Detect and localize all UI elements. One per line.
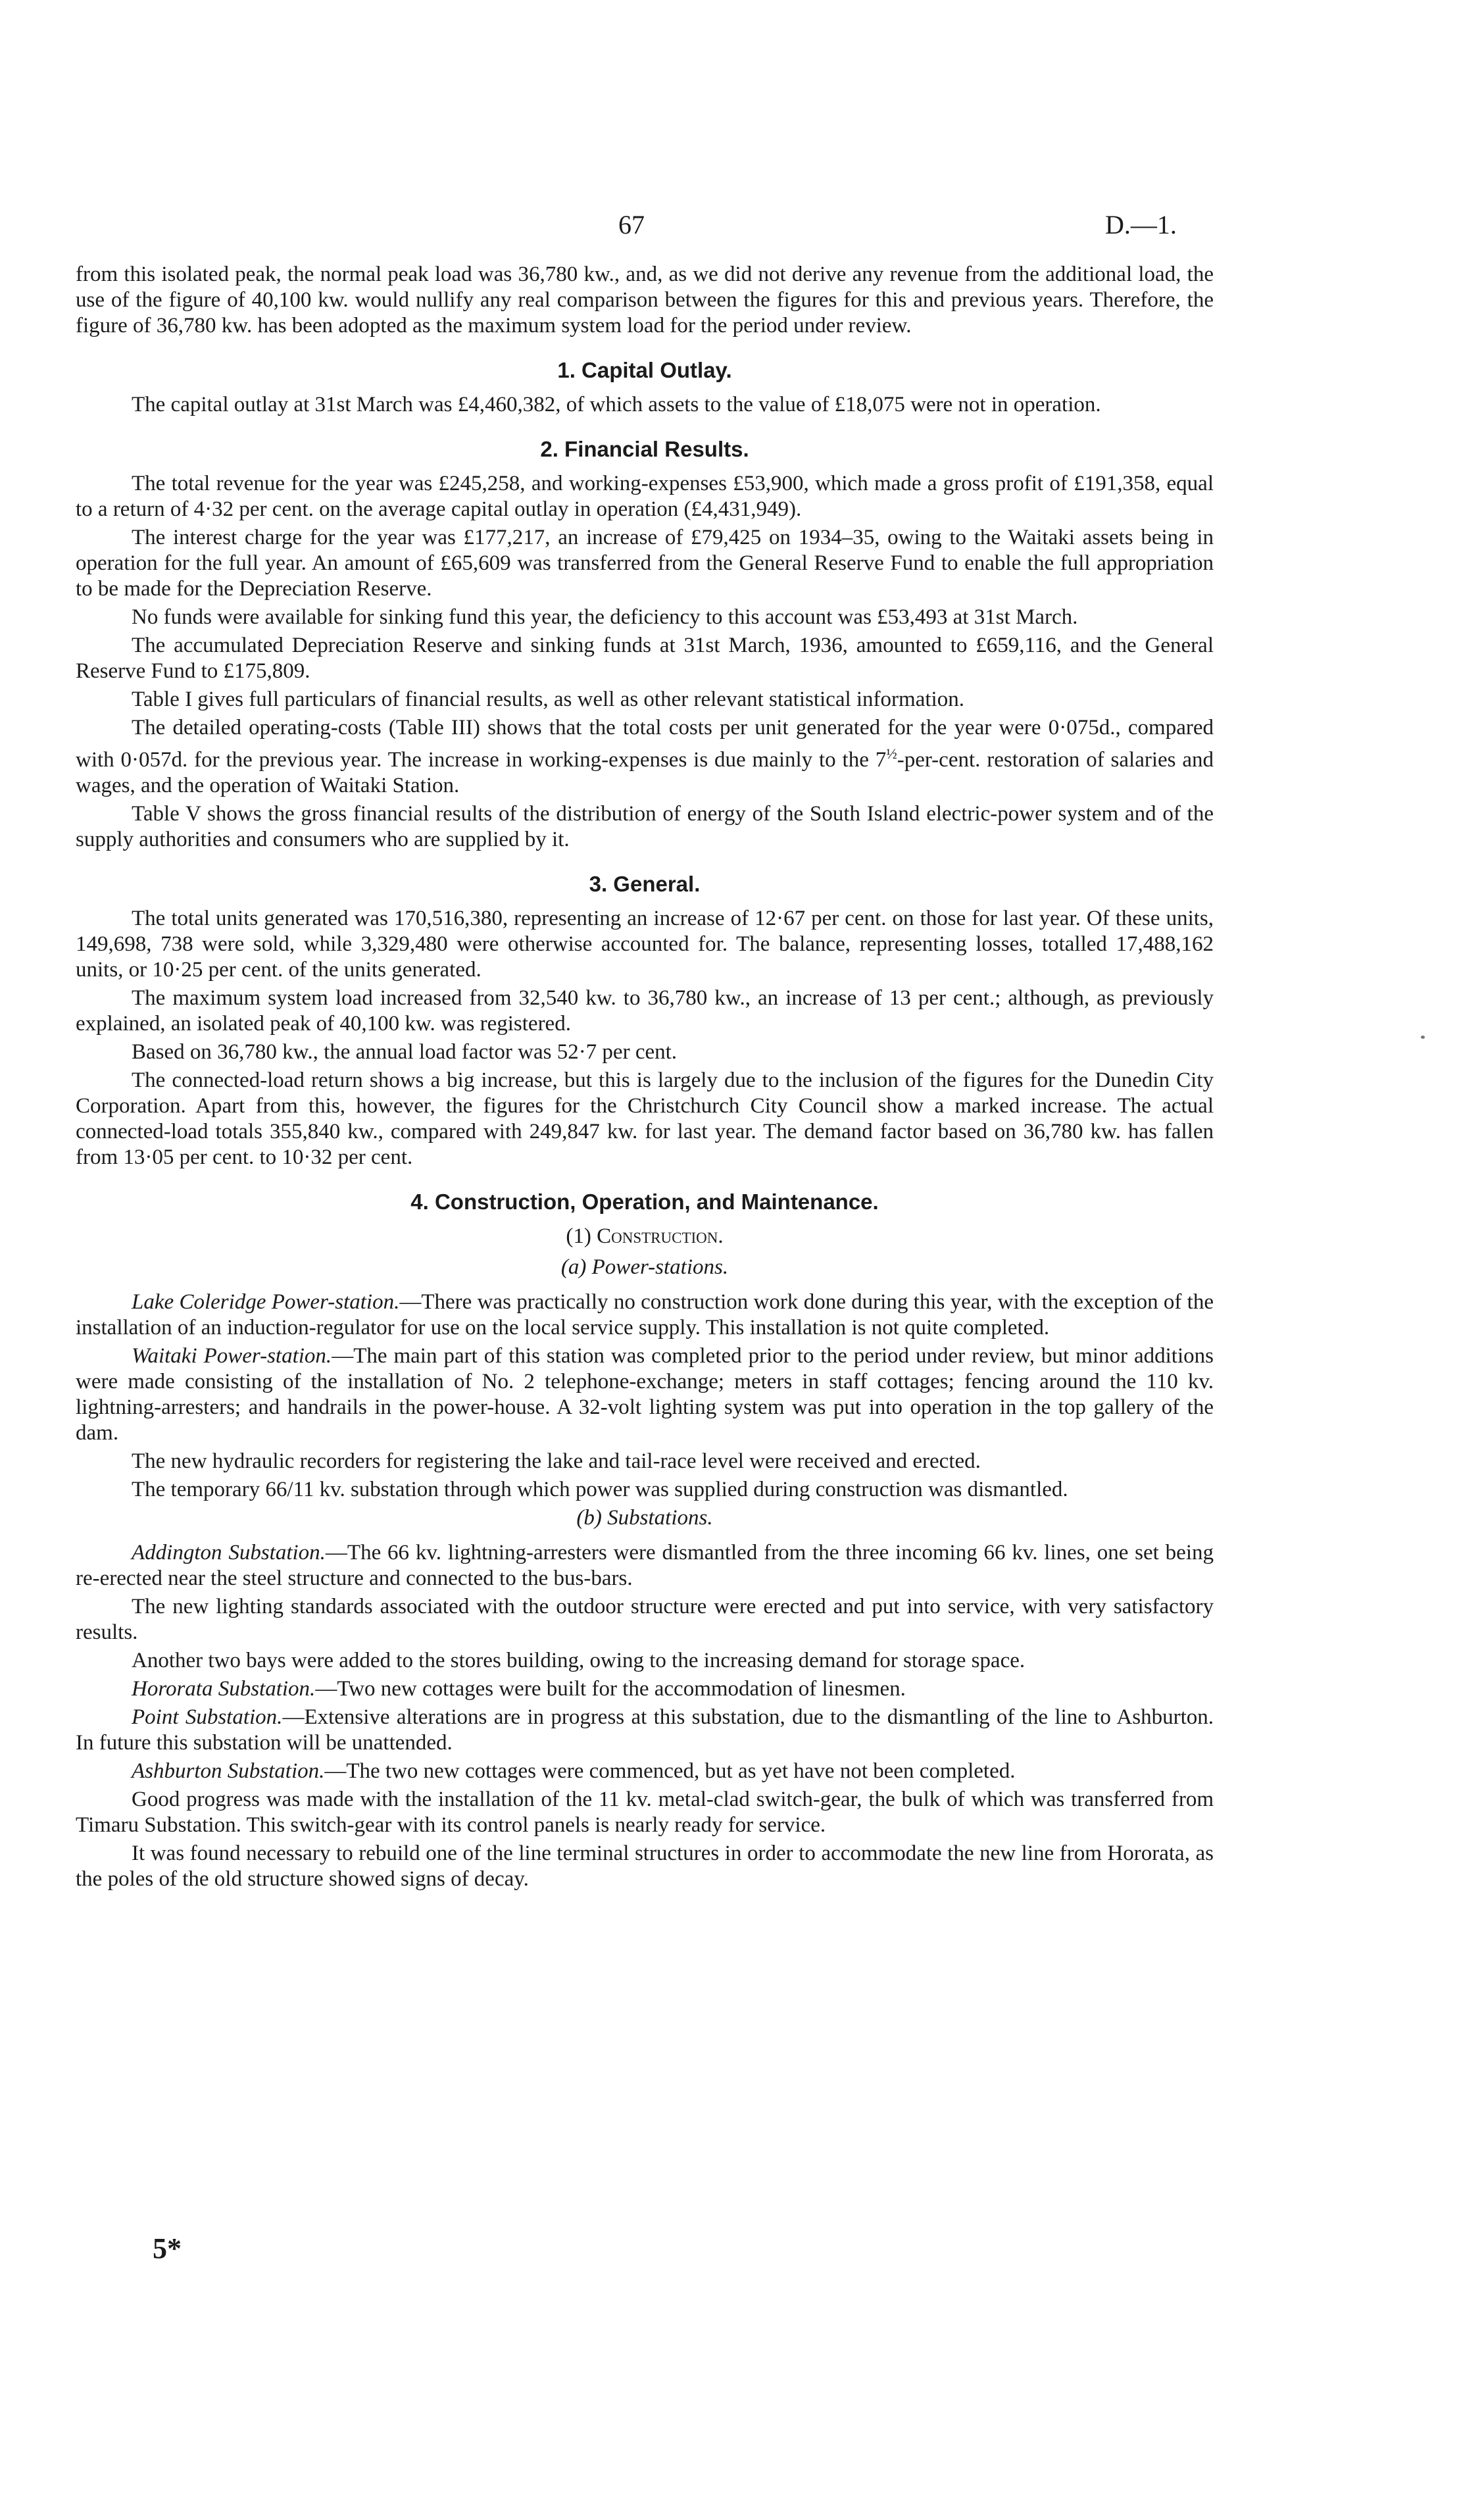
- subsection-heading-power-stations: (a) Power-stations.: [560, 1255, 729, 1279]
- paragraph: Another two bays were added to the stores building, owing to the increasing demand for storage space.: [132, 1649, 1026, 1672]
- text-run: —The main part of this station was completed prior to the period under review, but minor additions were made consisting of the installation of No. 2 telephone-exchange; meters in staff cottages; fencing around the 110 kv. lightning-arresters; and handrails in the power-house. A 32-volt lighting system was put into operation in the top gallery of the dam.: [76, 1344, 1214, 1445]
- paragraph-point: [76, 1705, 1214, 1756]
- paragraph: The temporary 66/11 kv. substation through which power was supplied during construction was dismantled.: [132, 1478, 1068, 1501]
- paragraph: The capital outlay at 31st March was £4,460,382, of which assets to the value of £18,075 were not in operation.: [132, 393, 1101, 416]
- page-number: 67: [618, 210, 645, 239]
- paragraph: The new hydraulic recorders for registering the lake and tail-race level were received and erected.: [132, 1449, 981, 1473]
- paragraph: Good progress was made with the installation of the 11 kv. metal-clad switch-gear, the bulk of which was transferred from Timaru Substation. This switch-gear with its control panels is nearly ready for service.: [76, 1788, 1214, 1837]
- paragraph: Based on 36,780 kw., the annual load factor was 52·7 per cent.: [132, 1040, 678, 1064]
- section-heading-financial-results: 2. Financial Results.: [540, 437, 749, 461]
- paragraph-addington: [76, 1540, 1214, 1591]
- paragraph: The total units generated was 170,516,380, representing an increase of 12·67 per cent. on those for last year. Of these units, 149,698, 738 were sold, while 3,329,480 were otherwise accounted for. The balance, representing losses, totalled 17,488,162 units, or 10·25 per cent. of the units generated.: [76, 907, 1214, 982]
- paragraph: Table V shows the gross financial results of the distribution of energy of the South Island electric-power system and of the supply authorities and consumers who are supplied by it.: [76, 802, 1214, 851]
- intro-paragraph: from this isolated peak, the normal peak load was 36,780 kw., and, as we did not derive any revenue from the additional load, the use of the figure of 40,100 kw. would nullify any real comparison between the figures for this and previous years. Therefore, the figure of 36,780 kw. has been adopted as the maximum system load for the period under review.: [76, 263, 1214, 338]
- subsection-heading-substations: (b) Substations.: [576, 1506, 713, 1530]
- paragraph-operating-costs: [76, 715, 1214, 799]
- text-run: —Two new cottages were built for the accommodation of linesmen.: [315, 1677, 906, 1701]
- run-in-title: Waitaki Power-station.: [132, 1344, 332, 1368]
- paragraph-ashburton: [76, 1759, 1214, 1784]
- text-run: The detailed operating-costs (Table III) shows that the total costs per unit generated for the year were 0·075d., compared with 0·057d. for the previous year. The increase in working-expenses is due mainly to the 7: [76, 716, 1214, 772]
- paragraph-lake-coleridge: [76, 1290, 1214, 1341]
- text-run: —The two new cottages were commenced, but as yet have not been completed.: [324, 1759, 1016, 1783]
- paragraph: No funds were available for sinking fund this year, the deficiency to this account was £53,493 at 31st March.: [132, 605, 1078, 629]
- section-heading-construction: 4. Construction, Operation, and Maintenance.: [410, 1190, 879, 1214]
- paragraph: Table I gives full particulars of financial results, as well as other relevant statistical information.: [132, 688, 964, 711]
- signature-mark: 5*: [153, 2232, 182, 2265]
- section-heading-general: 3. General.: [589, 872, 701, 896]
- text-run: —There was practically no construction work done during this year, with the exception of the installation of an induction-regulator for use on the local service supply. This installation is not quite completed.: [76, 1290, 1214, 1340]
- paragraph: The maximum system load increased from 32,540 kw. to 36,780 kw., an increase of 13 per cent.; although, as previously explained, an isolated peak of 40,100 kw. was registered.: [76, 986, 1214, 1036]
- paragraph: It was found necessary to rebuild one of the line terminal structures in order to accommodate the new line from Hororata, as the poles of the old structure showed signs of decay.: [76, 1842, 1214, 1891]
- run-in-title: Lake Coleridge Power-station.: [132, 1290, 400, 1314]
- paragraph: The interest charge for the year was £177,217, an increase of £79,425 on 1934–35, owing to the Waitaki assets being in operation for the full year. An amount of £65,609 was transferred from the General Reserve Fund to enable the full appropriation to be made for the Depreciation Reserve.: [76, 526, 1214, 601]
- text-run: —The 66 kv. lightning-arresters were dismantled from the three incoming 66 kv. lines, one set being re-erected near the steel structure and connected to the bus-bars.: [76, 1541, 1214, 1590]
- run-in-title: Point Substation.: [132, 1705, 283, 1729]
- section-heading-capital-outlay: 1. Capital Outlay.: [557, 358, 732, 382]
- paragraph: The new lighting standards associated with the outdoor structure were erected and put into service, with very satisfactory results.: [76, 1595, 1214, 1644]
- paragraph: The connected-load return shows a big increase, but this is largely due to the inclusion of the figures for the Dunedin City Corporation. Apart from this, however, the figures for the Christchurch City Council show a marked increase. The actual connected-load totals 355,840 kw., compared with 249,847 kw. for last year. The demand factor based on 36,780 kw. has fallen from 13·05 per cent. to 10·32 per cent.: [76, 1068, 1214, 1169]
- run-in-title: Hororata Substation.: [132, 1677, 316, 1701]
- fraction-half: ½: [886, 745, 897, 762]
- paragraph: The total revenue for the year was £245,258, and working-expenses £53,900, which made a gross profit of £191,358, equal to a return of 4·32 per cent. on the average capital outlay in operation (£4,431,949).: [76, 472, 1214, 521]
- text-run: -per-cent. restoration of salaries and wages, and the operation of Waitaki Station.: [76, 748, 1214, 797]
- paragraph-waitaki: [76, 1343, 1214, 1446]
- run-in-title: Ashburton Substation.: [132, 1759, 325, 1783]
- scan-speck: [1421, 1036, 1425, 1039]
- paragraph-hororata: [76, 1676, 1214, 1702]
- text-run: —Extensive alterations are in progress at this substation, due to the dismantling of the line to Ashburton. In future this substation will be unattended.: [76, 1705, 1214, 1755]
- paragraph: The accumulated Depreciation Reserve and sinking funds at 31st March, 1936, amounted to £659,116, and the General Reserve Fund to £175,809.: [76, 634, 1214, 683]
- document-code: D.—1.: [1105, 210, 1177, 239]
- run-in-title: Addington Substation.: [132, 1541, 326, 1565]
- page-body: [76, 262, 1214, 1895]
- subsection-heading-construction: (1) Construction.: [566, 1224, 724, 1248]
